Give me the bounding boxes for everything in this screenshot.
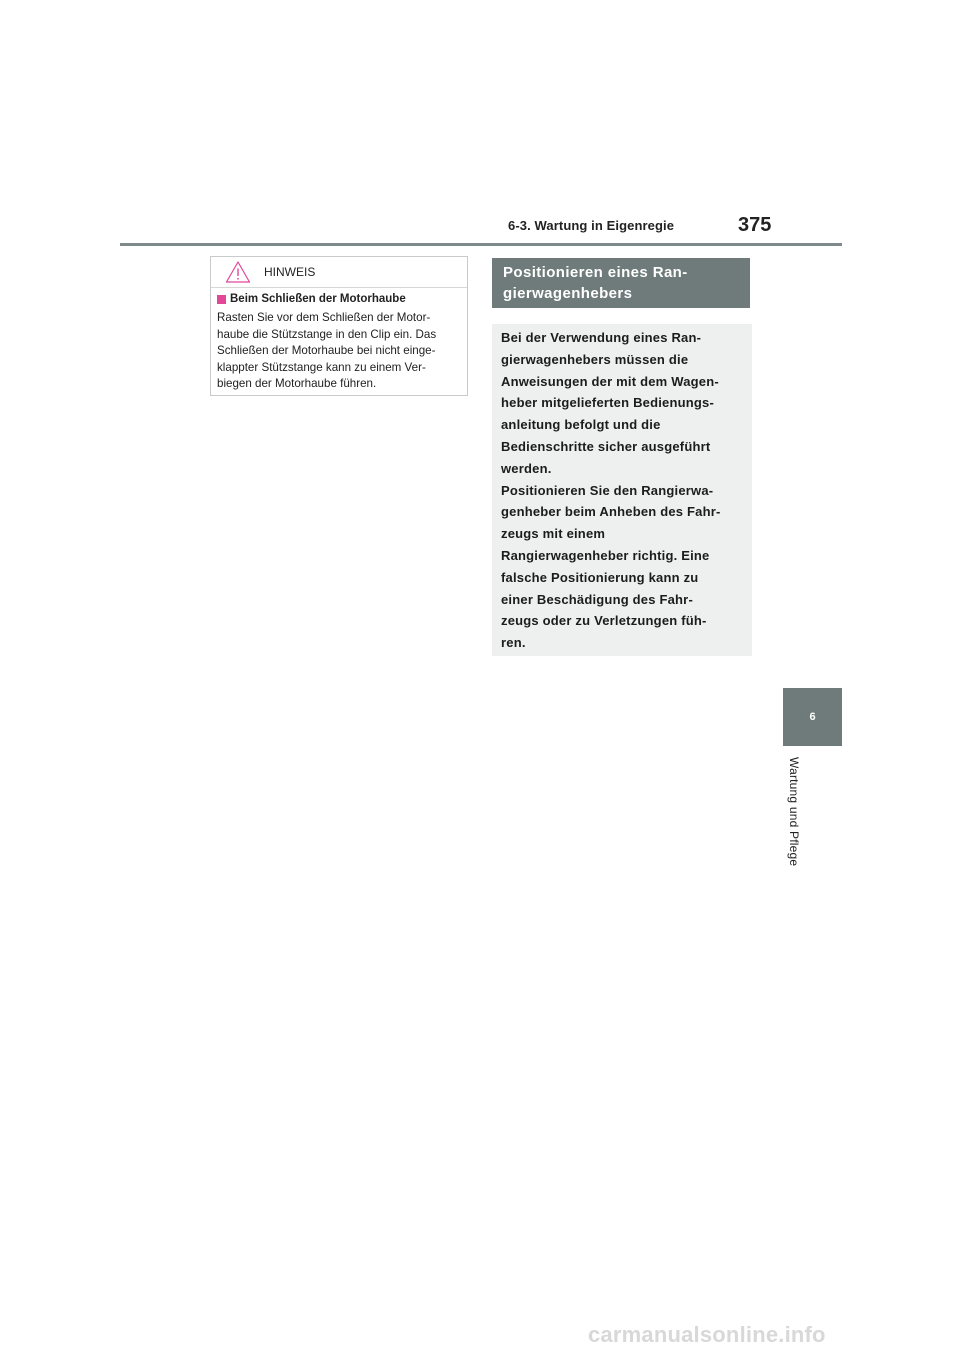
notice-line: haube die Stützstange in den Clip ein. Das bbox=[217, 327, 437, 341]
info-line: Positionieren Sie den Rangierwa- bbox=[501, 482, 714, 498]
info-line: Bei der Verwendung eines Ran- bbox=[501, 330, 702, 345]
header-rule bbox=[120, 243, 842, 246]
chapter-tab: 6 bbox=[783, 688, 842, 746]
chapter-title-vertical: Wartung und Pflege bbox=[787, 757, 801, 867]
watermark: carmanualsonline.info bbox=[588, 1322, 826, 1347]
notice-line: Rasten Sie vor dem Schließen der Motor- bbox=[217, 311, 431, 324]
info-line: anleitung befolgt und die bbox=[501, 417, 661, 433]
notice-header bbox=[211, 257, 467, 288]
info-line: gierwagenhebers müssen die bbox=[501, 351, 689, 367]
info-line: einer Beschädigung des Fahr- bbox=[501, 591, 693, 607]
info-line: Rangierwagenheber richtig. Eine bbox=[501, 547, 710, 563]
info-line: ren. bbox=[501, 635, 526, 651]
info-line: genheber beim Anheben des Fahr- bbox=[501, 504, 721, 520]
info-line: zeugs mit einem bbox=[501, 526, 606, 542]
info-line: Bedienschritte sicher ausgeführt bbox=[501, 438, 711, 454]
warning-triangle-icon bbox=[225, 260, 251, 284]
notice-line: klappter Stützstange kann zu einem Ver- bbox=[217, 360, 426, 374]
section-title-line: gierwagenhebers bbox=[503, 285, 633, 302]
info-line: werden. bbox=[501, 460, 552, 476]
notice-title: HINWEIS bbox=[264, 265, 316, 279]
notice-body bbox=[211, 288, 467, 393]
info-line: falsche Positionierung kann zu bbox=[501, 569, 699, 585]
square-bullet-icon bbox=[217, 295, 226, 304]
notice-subheading bbox=[217, 293, 461, 305]
section-info-box bbox=[492, 324, 752, 656]
section-header: 6-3. Wartung in Eigenregie bbox=[508, 218, 675, 233]
notice-box bbox=[210, 256, 468, 396]
info-line: zeugs oder zu Verletzungen füh- bbox=[501, 613, 707, 629]
notice-line: Schließen der Motorhaube bei nicht einge- bbox=[217, 344, 436, 357]
info-line: heber mitgelieferten Bedienungs- bbox=[501, 395, 714, 411]
notice-line: biegen der Motorhaube führen. bbox=[217, 377, 377, 390]
info-line: Anweisungen der mit dem Wagen- bbox=[501, 373, 719, 389]
section-title-line: Positionieren eines Ran- bbox=[503, 264, 688, 281]
page-number: 375 bbox=[738, 214, 772, 236]
notice-subheading-text: Beim Schließen der Motorhaube bbox=[230, 293, 406, 305]
section-title-banner bbox=[492, 258, 750, 308]
